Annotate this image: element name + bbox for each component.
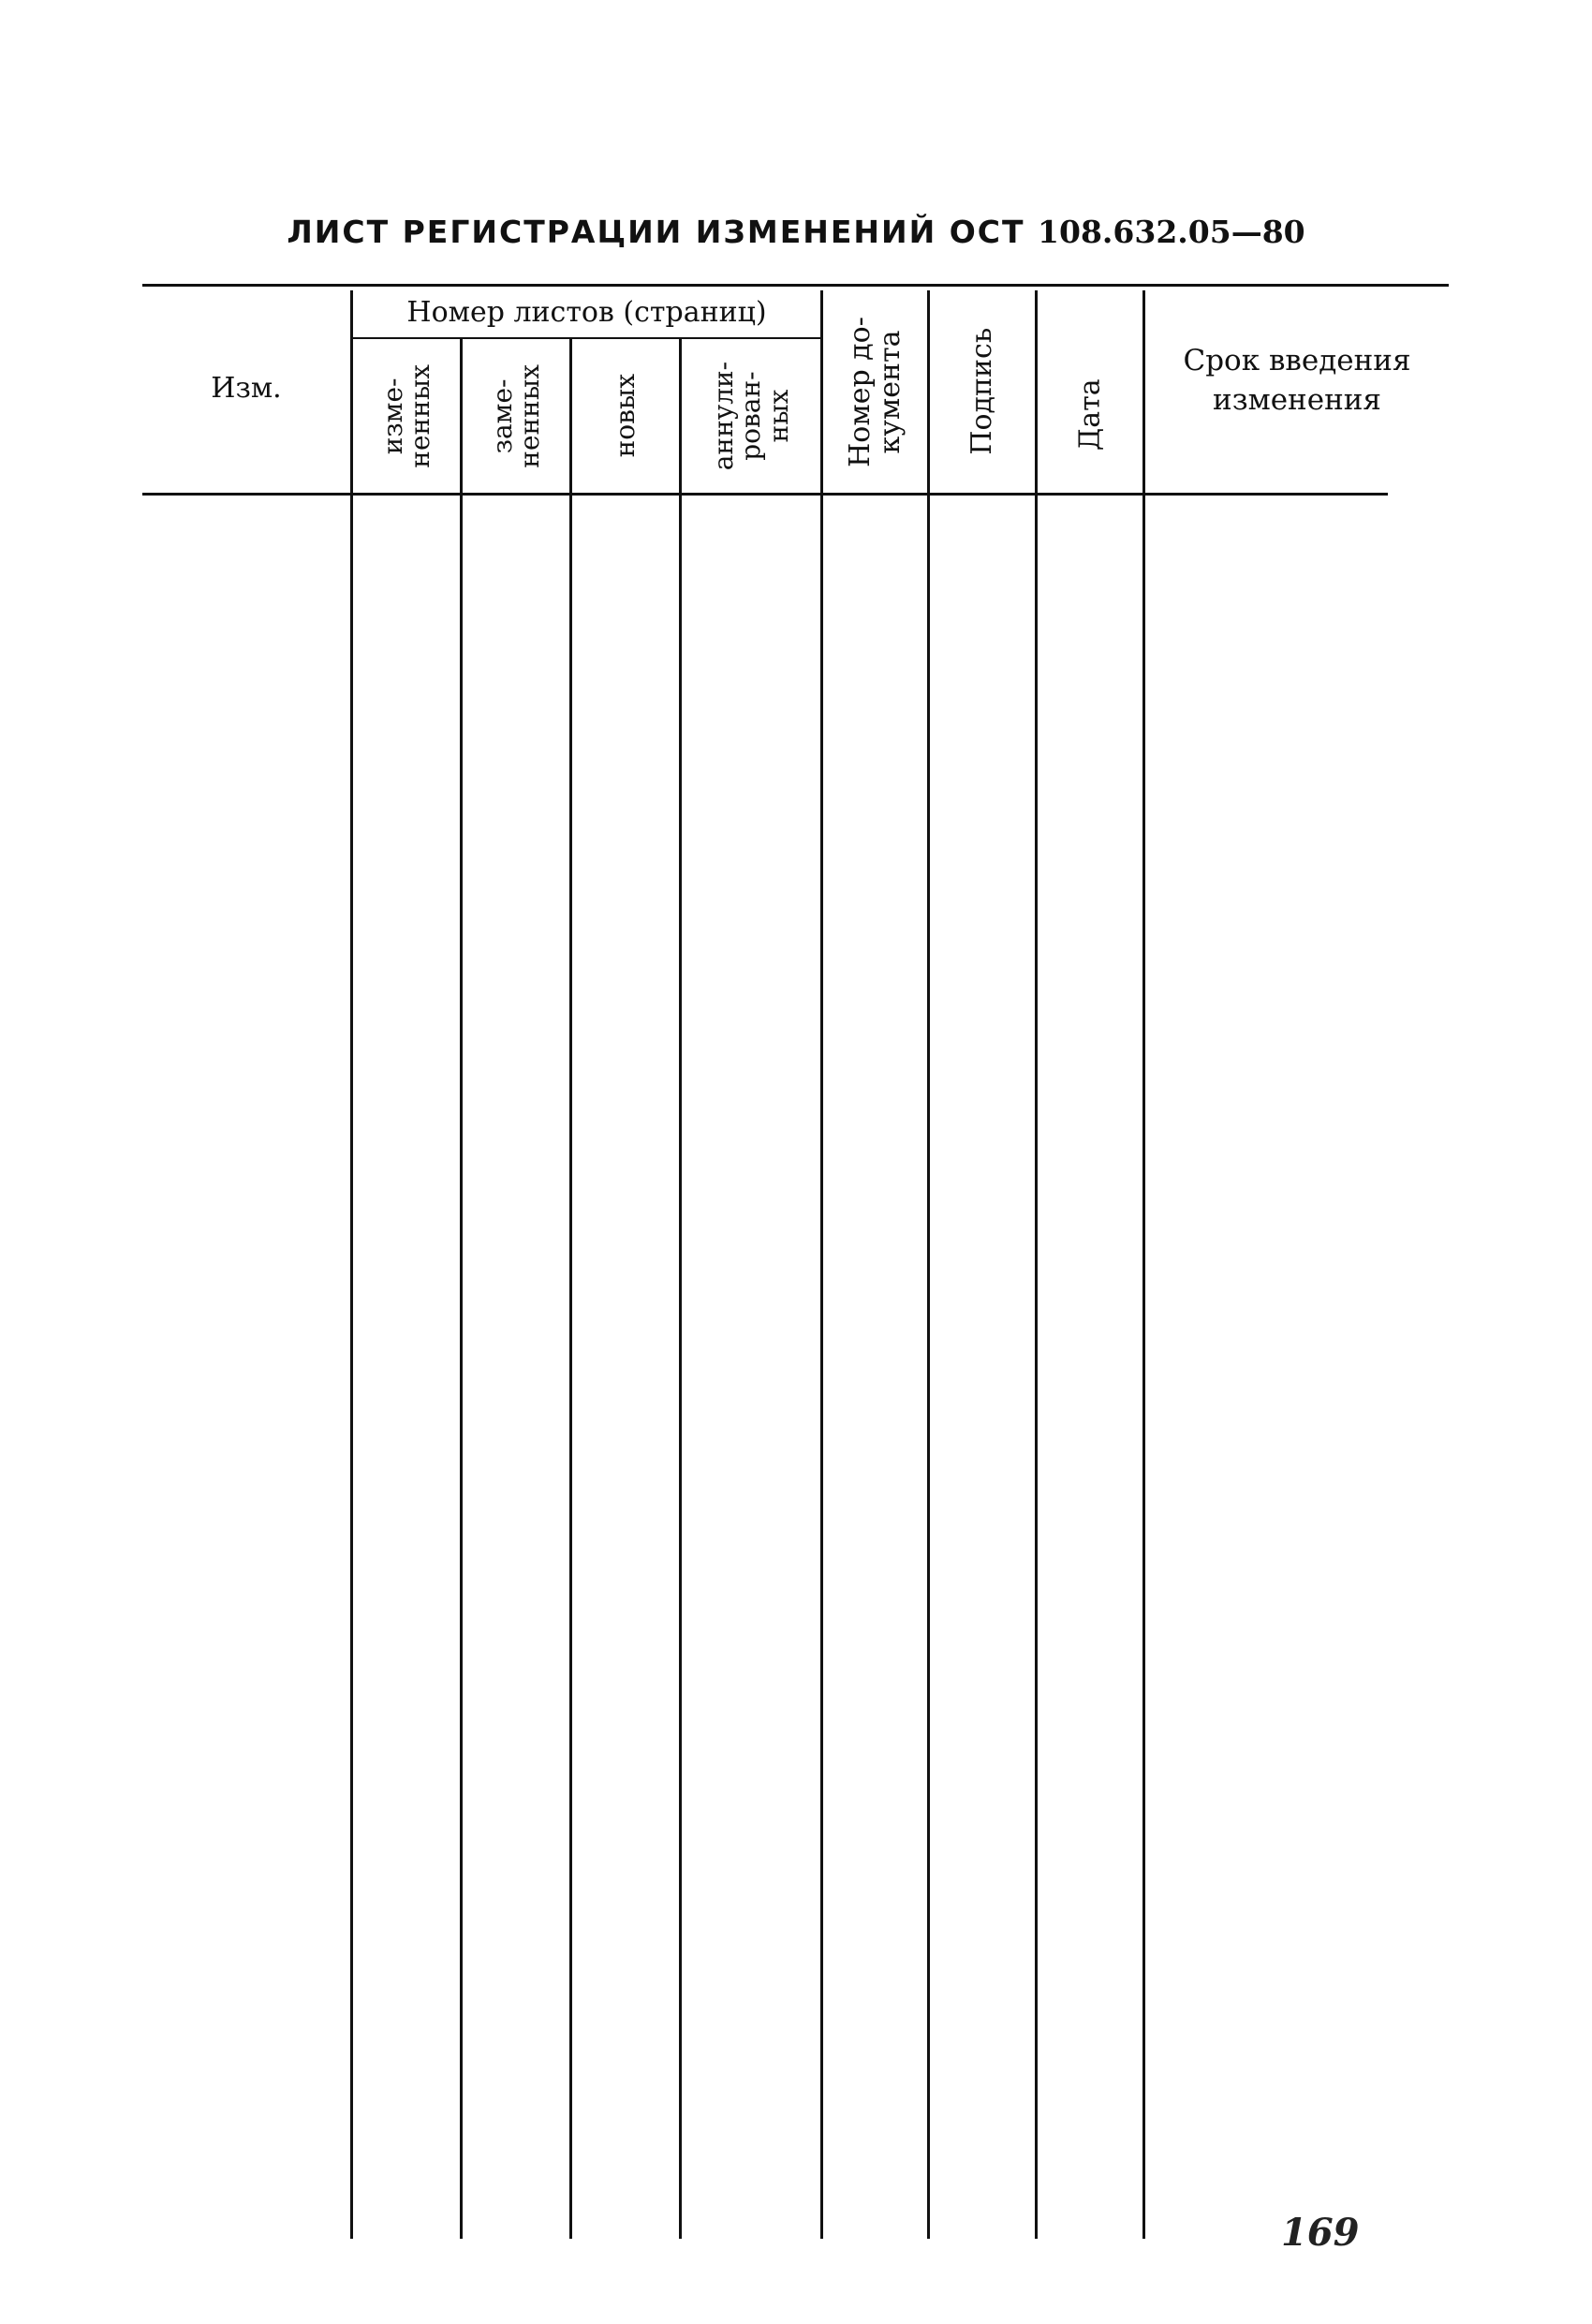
title-text: ЛИСТ РЕГИСТРАЦИИ ИЗМЕНЕНИЙ ОСТ [287,214,1025,250]
col-divider-2 [460,339,463,2239]
document-title [0,214,1592,250]
header-annulirovannyh: аннули- рован- ных [707,361,794,471]
header-zamenennyh: заме- ненных [486,363,545,468]
header-bottom-border [142,493,1388,496]
col-divider-1 [350,290,353,2239]
col-divider-7 [1035,290,1038,2239]
header-document-number: Номер до- кумента [844,316,907,467]
standard-number: 108.632.05—80 [1038,214,1305,250]
col-divider-3 [569,339,572,2239]
page-number: 169 [1281,2211,1360,2255]
header-izmenennyh: изме- ненных [376,363,435,468]
col-divider-6 [927,290,930,2239]
header-effective-date: Срок введения изменения [1183,344,1411,417]
header-novyh: новых [610,374,641,458]
col-divider-5 [820,290,823,2239]
col-divider-4 [679,339,682,2239]
header-sheet-numbers: Номер листов (страниц) [406,296,767,329]
header-signature: Подпись [966,328,999,455]
header-izm: Изм. [211,372,282,405]
col-divider-8 [1142,290,1145,2239]
table-top-border [142,284,1449,287]
header-date: Дата [1073,378,1107,451]
